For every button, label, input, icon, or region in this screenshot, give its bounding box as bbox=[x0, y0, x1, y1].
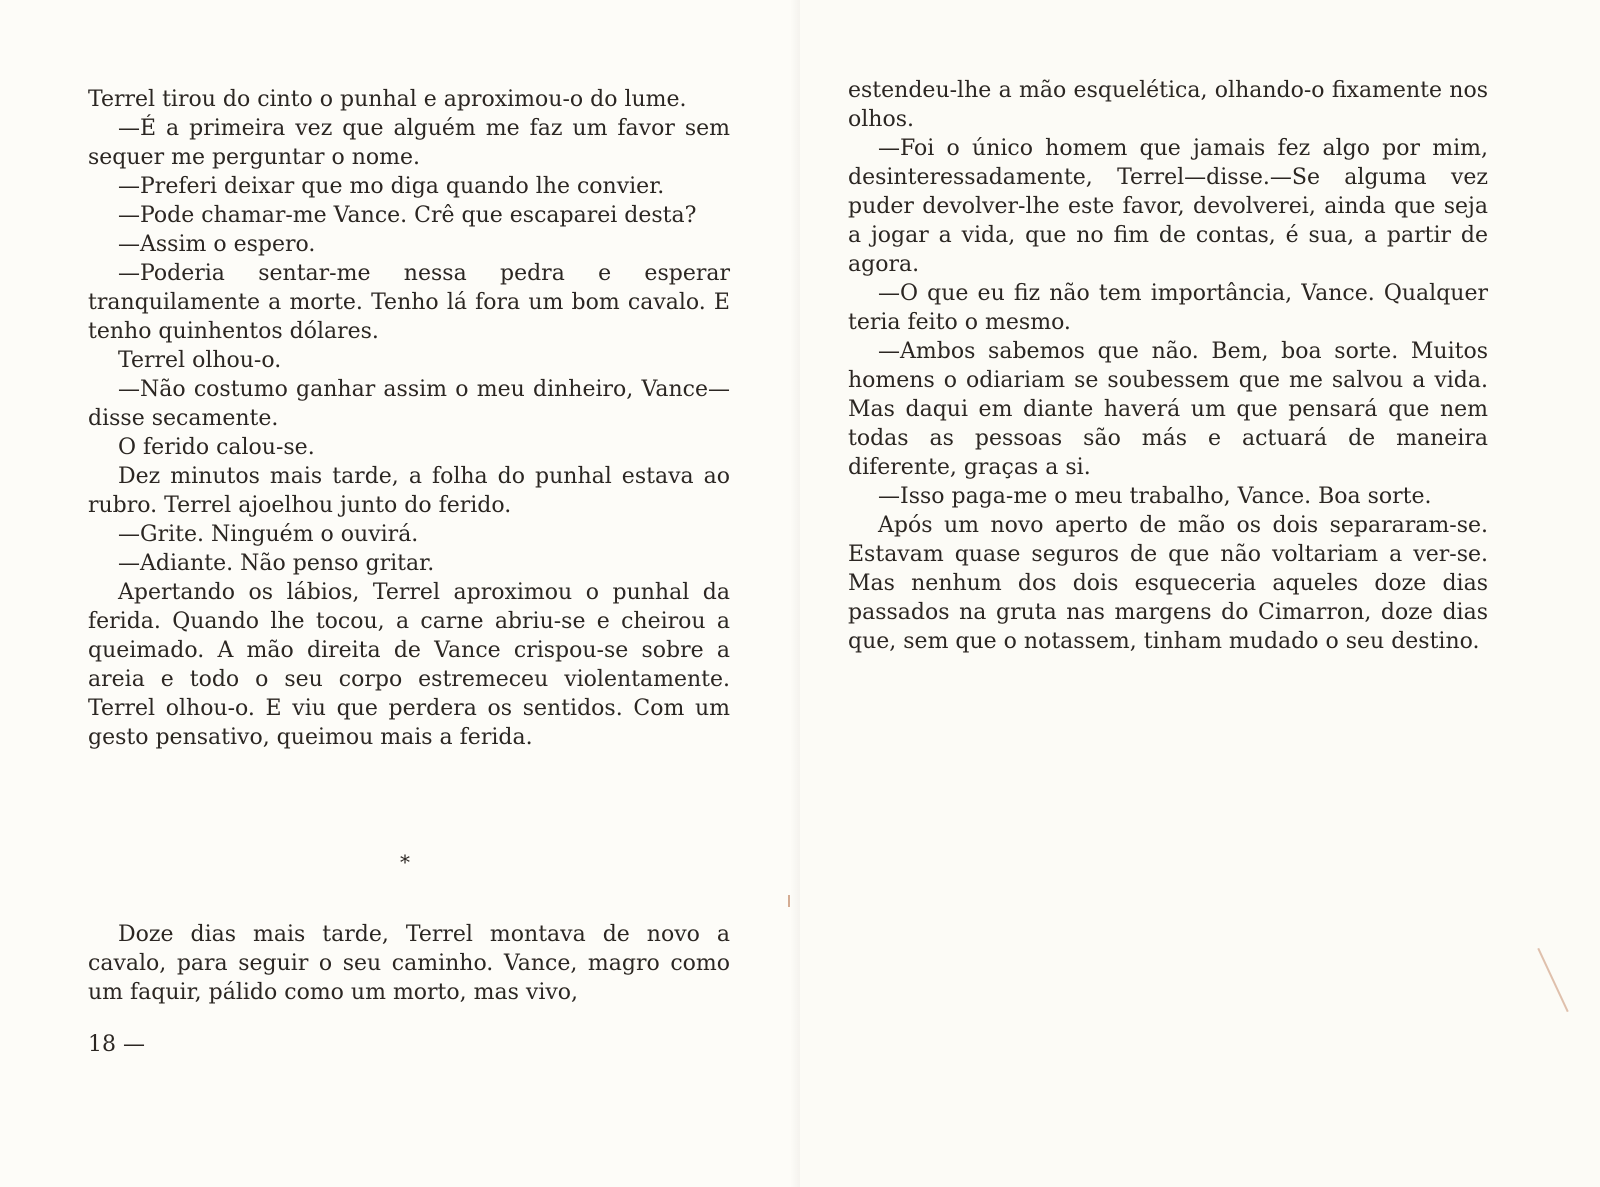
left-page-text bbox=[88, 85, 730, 752]
left-paragraph-9: O ferido calou-se. bbox=[118, 435, 315, 460]
left-paragraph-1: Terrel tirou do cinto o punhal e aproximou-o do lume. bbox=[88, 87, 687, 112]
right-paragraph-5: —Isso paga-me o meu trabalho, Vance. Boa sorte. bbox=[878, 484, 1432, 509]
right-page-text bbox=[848, 76, 1488, 656]
right-paragraph-1: estendeu-lhe a mão esquelética, olhando-o fixamente nos olhos. bbox=[848, 78, 1488, 132]
left-paragraph-11: —Grite. Ninguém o ouvirá. bbox=[118, 522, 419, 547]
section-separator: * bbox=[400, 850, 410, 874]
right-paragraph-2: —Foi o único homem que jamais fez algo por mim, desinteressadamente, Terrel—disse.—Se alguma vez puder devolver-lhe este favor, devolverei, ainda que seja a jogar a vida, que no fim de contas, é sua, a partir de agora. bbox=[848, 136, 1488, 277]
left-paragraph-12: —Adiante. Não penso gritar. bbox=[118, 551, 435, 576]
right-paragraph-4: —Ambos sabemos que não. Bem, boa sorte. Muitos homens o odiariam se soubessem que me salvou a vida. Mas daqui em diante haverá um que pensará que nem todas as pessoas são más e actuará de maneira diferente, graças a si. bbox=[848, 339, 1488, 480]
left-paragraph-3: —Preferi deixar que mo diga quando lhe convier. bbox=[118, 174, 665, 199]
left-paragraph-2: —É a primeira vez que alguém me faz um favor sem sequer me perguntar o nome. bbox=[88, 116, 730, 170]
left-page-continuation bbox=[88, 920, 730, 1007]
continuation-paragraph: Doze dias mais tarde, Terrel montava de novo a cavalo, para seguir o seu caminho. Vance, magro como um faquir, pálido como um morto, mas vivo, bbox=[88, 922, 730, 1005]
left-paragraph-13: Apertando os lábios, Terrel aproximou o punhal da ferida. Quando lhe tocou, a carne abriu-se e cheirou a queimado. A mão direita de Vance crispou-se sobre a areia e todo o seu corpo estremeceu violentamente. Terrel olhou-o. E viu que perdera os sentidos. Com um gesto pensativo, queimou mais a ferida. bbox=[88, 580, 730, 750]
left-paragraph-10: Dez minutos mais tarde, a folha do punhal estava ao rubro. Terrel ajoelhou junto do ferido. bbox=[88, 464, 730, 518]
right-paragraph-3: —O que eu fiz não tem importância, Vance. Qualquer teria feito o mesmo. bbox=[848, 281, 1488, 335]
right-paragraph-6: Após um novo aperto de mão os dois separaram-se. Estavam quase seguros de que não voltariam a ver-se. Mas nenhum dos dois esqueceria aqueles doze dias passados na gruta nas margens do Cimarron, doze dias que, sem que o notassem, tinham mudado o seu destino. bbox=[848, 513, 1488, 654]
left-paragraph-7: Terrel olhou-o. bbox=[118, 348, 282, 373]
right-page bbox=[800, 0, 1600, 1187]
paper-stain-mark bbox=[788, 895, 790, 907]
page-number: 18 — bbox=[88, 1032, 145, 1057]
left-paragraph-8: —Não costumo ganhar assim o meu dinheiro, Vance—disse secamente. bbox=[88, 377, 730, 431]
left-paragraph-4: —Pode chamar-me Vance. Crê que escaparei desta? bbox=[118, 203, 697, 228]
left-paragraph-6: —Poderia sentar-me nessa pedra e esperar tranquilamente a morte. Tenho lá fora um bom cavalo. E tenho quinhentos dólares. bbox=[88, 261, 730, 344]
left-paragraph-5: —Assim o espero. bbox=[118, 232, 316, 257]
paper-edge-mark bbox=[1537, 948, 1568, 1012]
